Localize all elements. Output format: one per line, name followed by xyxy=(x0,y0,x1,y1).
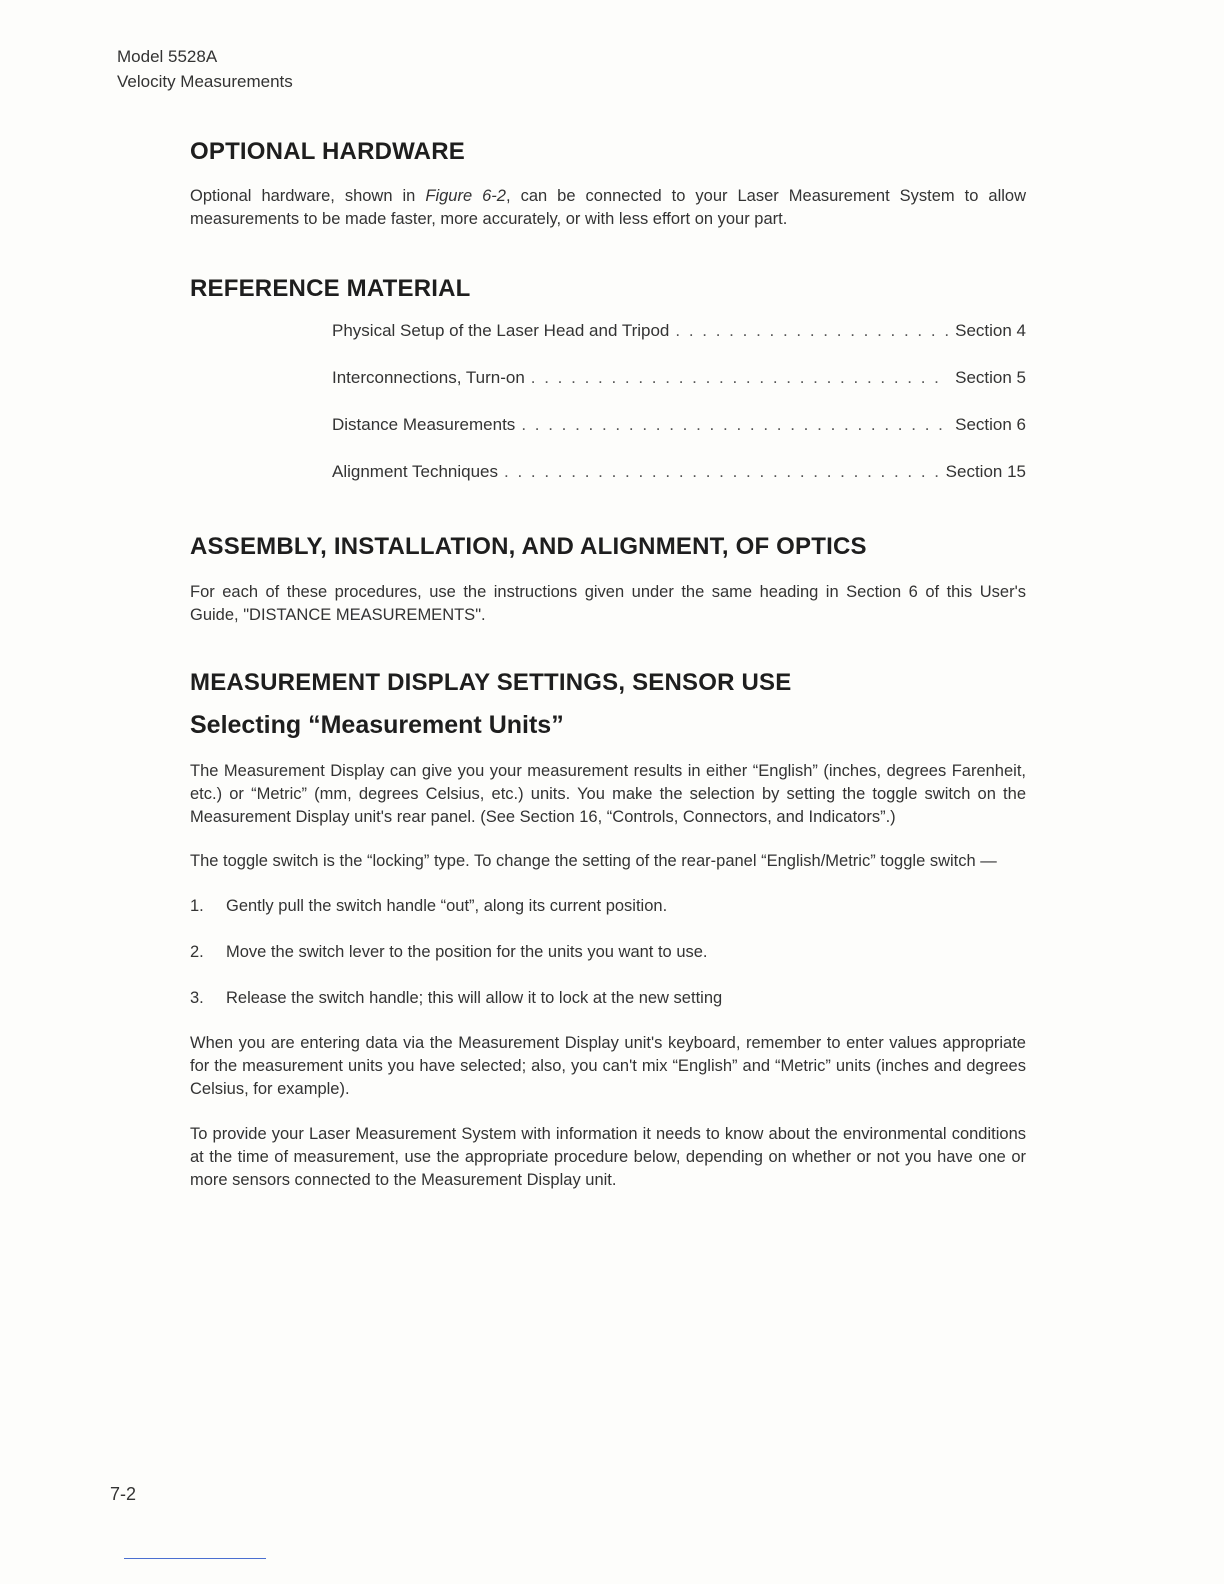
step-number: 2. xyxy=(190,943,204,961)
reference-section: Section 15 xyxy=(945,462,1026,481)
page-content xyxy=(190,138,1026,1192)
footer-divider xyxy=(124,1558,266,1559)
reference-section: Section 6 xyxy=(955,415,1026,434)
model-label: Model 5528A xyxy=(117,47,218,66)
reference-title: Interconnections, Turn-on xyxy=(332,368,525,387)
page-number: 7-2 xyxy=(110,1484,137,1504)
step-text: Move the switch lever to the position for the units you want to use. xyxy=(226,943,708,961)
reference-item xyxy=(332,368,1026,415)
reference-title: Physical Setup of the Laser Head and Tripod xyxy=(332,321,670,340)
step-number: 3. xyxy=(190,989,204,1007)
reference-item xyxy=(332,415,1026,462)
step-number: 1. xyxy=(190,897,204,915)
leader-dots xyxy=(675,321,949,341)
assembly-heading: ASSEMBLY, INSTALLATION, AND ALIGNMENT, OF OPTICS xyxy=(190,533,867,560)
steps-list xyxy=(190,895,1026,1010)
leader-dots xyxy=(521,415,949,435)
list-item xyxy=(190,941,1026,964)
reference-title: Distance Measurements xyxy=(332,415,516,434)
step-text: Release the switch handle; this will allow it to lock at the new setting xyxy=(226,989,723,1007)
list-item xyxy=(190,895,1026,918)
keyboard-paragraph: When you are entering data via the Measurement Display unit's keyboard, remember to enter values appropriate for the measurement units you have selected; also, you can't mix “English” and “Metric” units (inches and degrees Celsius, for example). xyxy=(190,1034,1026,1098)
reference-section: Section 4 xyxy=(955,321,1026,340)
reference-item xyxy=(332,321,1026,368)
optional-hardware-paragraph xyxy=(190,185,1026,231)
reference-list xyxy=(332,321,1026,509)
units-paragraph: The Measurement Display can give you your measurement results in either “English” (inches, degrees Farenheit, etc.) or “Metric” (mm, degrees Celsius, etc.) units. You make the selection by setting the toggle switch on the Measurement Display unit's rear panel. (See Section 16, “Controls, Connectors, and Indicators”.) xyxy=(190,762,1026,826)
figure-reference: Figure 6-2 xyxy=(425,187,506,205)
leader-dots xyxy=(504,462,940,482)
leader-dots xyxy=(531,368,949,388)
reference-title: Alignment Techniques xyxy=(332,462,499,481)
page-header xyxy=(117,44,293,94)
environment-paragraph: To provide your Laser Measurement System with information it needs to know about the environmental conditions at the time of measurement, use the appropriate procedure below, depending on whether or not you have one or more sensors connected to the Measurement Display unit. xyxy=(190,1125,1026,1189)
measurement-display-heading: MEASUREMENT DISPLAY SETTINGS, SENSOR USE xyxy=(190,669,792,696)
reference-item xyxy=(332,462,1026,509)
list-item xyxy=(190,987,1026,1010)
toggle-paragraph: The toggle switch is the “locking” type. To change the setting of the rear-panel “English/Metric” toggle switch — xyxy=(190,852,997,870)
measurement-units-subheading: Selecting “Measurement Units” xyxy=(190,711,564,739)
optional-hardware-text-after: , can be connected to your Laser Measurement System to allow measurements to be made faster, more accurately, or with less effort on your part. xyxy=(190,187,1027,228)
reference-section: Section 5 xyxy=(955,368,1026,387)
optional-hardware-heading: OPTIONAL HARDWARE xyxy=(190,138,465,165)
optional-hardware-text-before: Optional hardware, shown in xyxy=(190,187,426,205)
step-text: Gently pull the switch handle “out”, along its current position. xyxy=(226,897,668,915)
section-label: Velocity Measurements xyxy=(117,72,293,91)
reference-material-heading: REFERENCE MATERIAL xyxy=(190,275,471,302)
assembly-paragraph: For each of these procedures, use the instructions given under the same heading in Section 6 of this User's Guide, "DISTANCE MEASUREMENTS". xyxy=(190,583,1026,624)
